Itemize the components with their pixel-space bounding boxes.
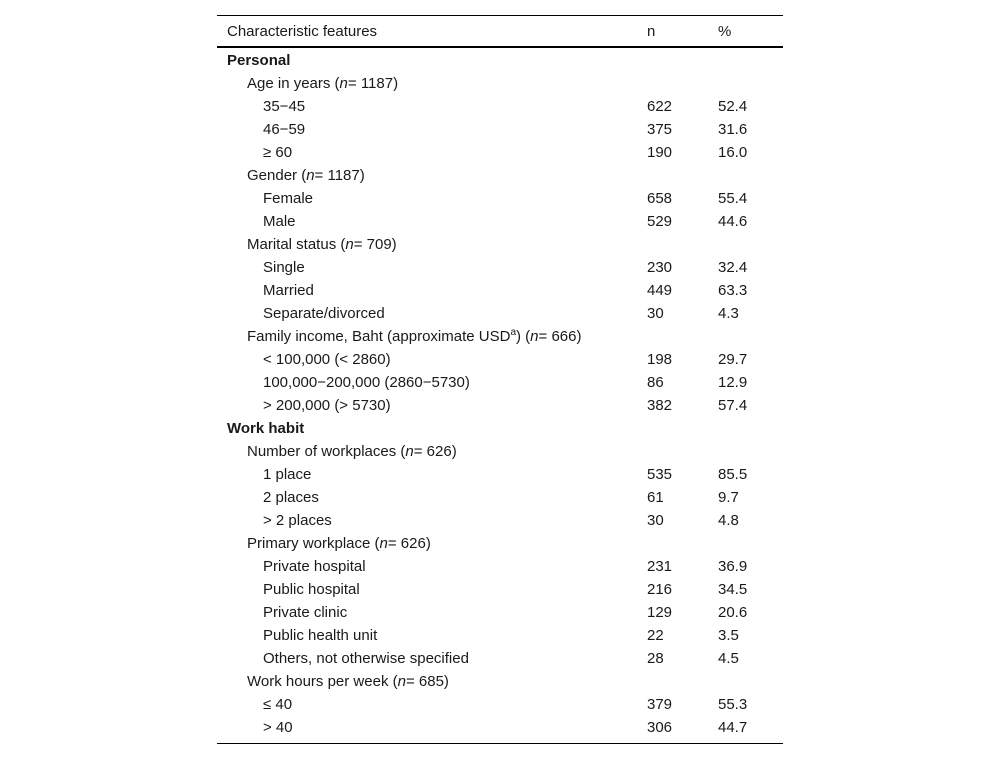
group-label	[247, 325, 581, 348]
group-row	[217, 72, 783, 95]
row-count: 190	[647, 144, 673, 161]
row-percent: 20.6	[718, 604, 748, 621]
row-percent: 63.3	[718, 282, 748, 299]
table-row	[217, 371, 783, 394]
table-row	[217, 279, 783, 302]
row-count: 230	[647, 259, 673, 276]
row-label: Married	[263, 282, 314, 299]
table-row	[217, 624, 783, 647]
sample-size-symbol: n	[345, 236, 354, 253]
group-label	[247, 670, 449, 693]
group-label-text: Age in years (	[247, 75, 340, 92]
row-count: 216	[647, 581, 673, 598]
header-percent: %	[718, 23, 732, 40]
table-row	[217, 394, 783, 417]
row-count: 61	[647, 489, 664, 506]
row-label: Public hospital	[263, 581, 360, 598]
table-row	[217, 647, 783, 670]
row-percent: 4.3	[718, 305, 739, 322]
row-percent: 57.4	[718, 397, 748, 414]
row-count: 375	[647, 121, 673, 138]
row-label: Female	[263, 190, 314, 207]
row-percent: 4.5	[718, 650, 739, 667]
header-n: n	[647, 23, 656, 40]
group-label-text: Work hours per week (	[247, 673, 398, 690]
group-label	[247, 440, 457, 463]
row-count: 379	[647, 696, 673, 713]
group-label	[247, 532, 431, 555]
section-row	[217, 49, 783, 72]
table-row	[217, 302, 783, 325]
group-label	[247, 72, 398, 95]
group-row	[217, 670, 783, 693]
sample-size-symbol: n	[530, 328, 539, 345]
sample-size-symbol: n	[339, 75, 348, 92]
sample-size-symbol: n	[397, 673, 406, 690]
row-label: Male	[263, 213, 296, 230]
group-row	[217, 164, 783, 187]
row-percent: 31.6	[718, 121, 748, 138]
row-percent: 85.5	[718, 466, 748, 483]
group-label-text: Family income, Baht (approximate USD	[247, 328, 511, 345]
table-body	[217, 49, 783, 739]
table-row	[217, 716, 783, 739]
table-row	[217, 601, 783, 624]
sample-size-symbol: n	[379, 535, 388, 552]
table-row	[217, 256, 783, 279]
row-count: 622	[647, 98, 673, 115]
table-row	[217, 463, 783, 486]
table-row	[217, 118, 783, 141]
row-count: 86	[647, 374, 664, 391]
row-percent: 32.4	[718, 259, 748, 276]
row-percent: 36.9	[718, 558, 748, 575]
row-label: 35−45	[263, 98, 306, 115]
group-label	[247, 164, 365, 187]
group-label-text-after: ) (	[516, 328, 531, 345]
sample-size-value: = 685)	[405, 673, 449, 690]
table-row	[217, 486, 783, 509]
row-label: Single	[263, 259, 305, 276]
table-row	[217, 578, 783, 601]
section-row	[217, 417, 783, 440]
table-header-rule	[217, 46, 783, 48]
row-percent: 9.7	[718, 489, 739, 506]
row-percent: 34.5	[718, 581, 748, 598]
row-count: 129	[647, 604, 673, 621]
table-row	[217, 555, 783, 578]
row-count: 306	[647, 719, 673, 736]
row-label: 46−59	[263, 121, 306, 138]
row-label: > 40	[263, 719, 293, 736]
sample-size-symbol: n	[306, 167, 315, 184]
row-label: > 200,000 (> 5730)	[263, 397, 391, 414]
group-label-text: Marital status (	[247, 236, 346, 253]
row-count: 231	[647, 558, 673, 575]
row-label: Private clinic	[263, 604, 348, 621]
group-label-text: Number of workplaces (	[247, 443, 406, 460]
sample-size-value: = 1187)	[314, 167, 365, 184]
sample-size-value: = 626)	[387, 535, 431, 552]
table-row	[217, 210, 783, 233]
row-percent: 55.3	[718, 696, 748, 713]
row-count: 449	[647, 282, 673, 299]
row-percent: 55.4	[718, 190, 748, 207]
row-percent: 44.6	[718, 213, 748, 230]
row-label: 2 places	[263, 489, 319, 506]
sample-size-value: = 709)	[353, 236, 397, 253]
table-row	[217, 95, 783, 118]
row-count: 382	[647, 397, 673, 414]
row-percent: 3.5	[718, 627, 739, 644]
section-title: Work habit	[227, 420, 305, 437]
group-row	[217, 532, 783, 555]
sample-size-value: = 666)	[538, 328, 582, 345]
table-row	[217, 509, 783, 532]
row-label: ≥ 60	[263, 144, 293, 161]
row-count: 28	[647, 650, 664, 667]
row-label: Public health unit	[263, 627, 378, 644]
row-percent: 16.0	[718, 144, 748, 161]
row-percent: 4.8	[718, 512, 739, 529]
sample-size-value: = 626)	[413, 443, 457, 460]
row-percent: 44.7	[718, 719, 748, 736]
row-label: 100,000−200,000 (2860−5730)	[263, 374, 470, 391]
group-label-text: Gender (	[247, 167, 307, 184]
group-row	[217, 440, 783, 463]
table-row	[217, 348, 783, 371]
table-bottom-rule	[217, 743, 783, 744]
row-percent: 52.4	[718, 98, 748, 115]
row-label: Others, not otherwise specified	[263, 650, 469, 667]
table-row	[217, 141, 783, 164]
section-title: Personal	[227, 52, 291, 69]
row-count: 529	[647, 213, 673, 230]
row-label: ≤ 40	[263, 696, 293, 713]
group-label	[247, 233, 397, 256]
header-characteristic: Characteristic features	[227, 23, 378, 40]
row-count: 30	[647, 512, 664, 529]
row-count: 658	[647, 190, 673, 207]
group-row	[217, 325, 783, 348]
row-percent: 29.7	[718, 351, 748, 368]
row-percent: 12.9	[718, 374, 748, 391]
row-label: 1 place	[263, 466, 312, 483]
row-label: Separate/divorced	[263, 305, 385, 322]
group-row	[217, 233, 783, 256]
sample-size-symbol: n	[405, 443, 414, 460]
row-label: < 100,000 (< 2860)	[263, 351, 391, 368]
footnote-marker: a	[510, 327, 516, 338]
group-label-text: Primary workplace (	[247, 535, 380, 552]
row-count: 535	[647, 466, 673, 483]
table-header	[217, 16, 783, 46]
row-count: 198	[647, 351, 673, 368]
row-label: > 2 places	[263, 512, 332, 529]
table-row	[217, 187, 783, 210]
row-count: 22	[647, 627, 664, 644]
table-row	[217, 693, 783, 716]
row-count: 30	[647, 305, 664, 322]
sample-size-value: = 1187)	[347, 75, 399, 92]
row-label: Private hospital	[263, 558, 366, 575]
